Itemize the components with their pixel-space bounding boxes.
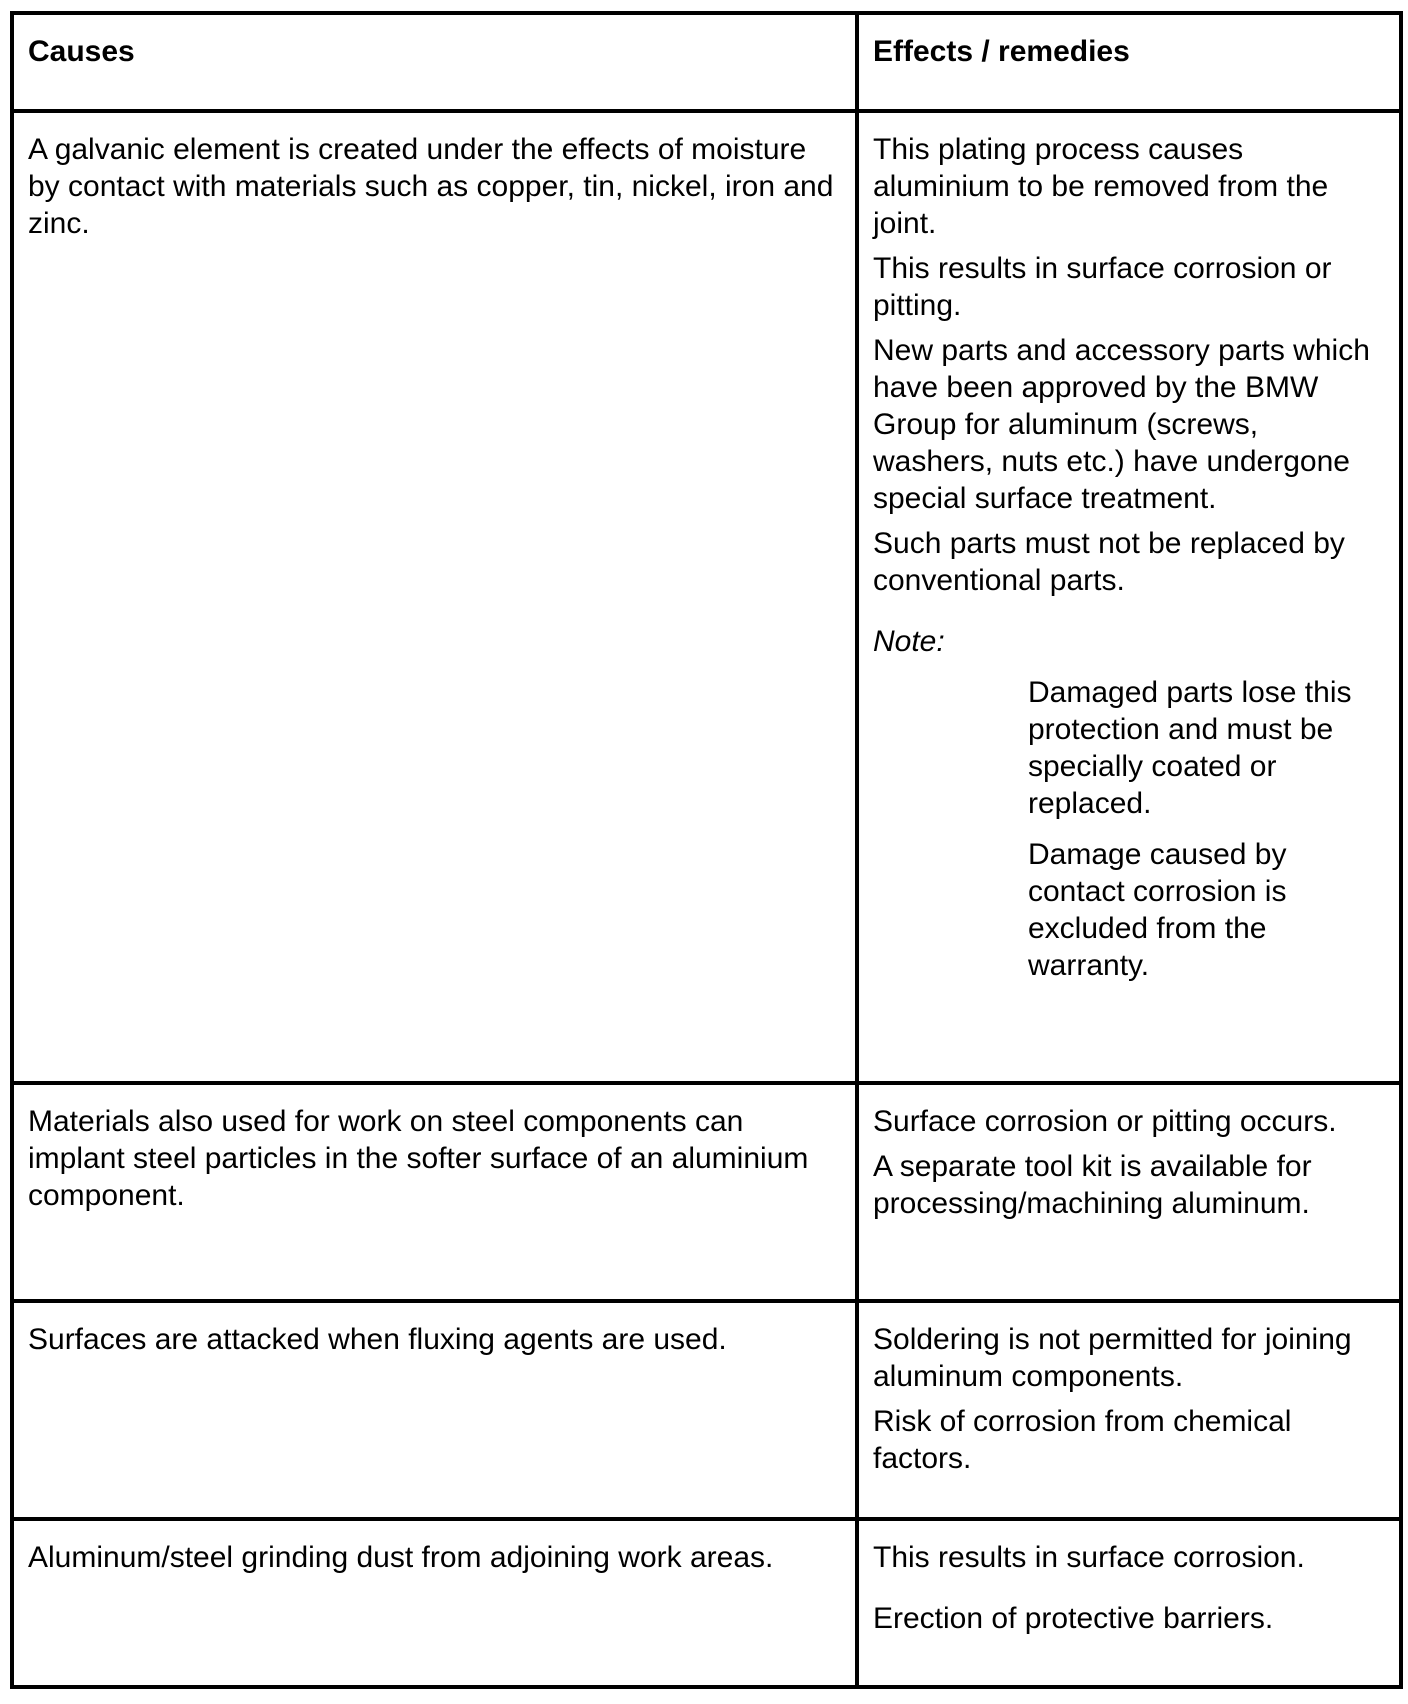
table-row: [12, 1083, 1401, 1301]
cause-cell: [12, 1519, 857, 1687]
causes-effects-table: [10, 11, 1403, 1689]
causes-header-cell: [12, 13, 857, 111]
effect-text: Risk of corrosion from chemical factors.: [873, 1405, 1292, 1475]
effect-text: This results in surface corrosion or pitting.: [873, 252, 1332, 322]
effect-text: Surface corrosion or pitting occurs.: [873, 1105, 1337, 1138]
cause-text: Surfaces are attacked when fluxing agents are used.: [28, 1323, 727, 1356]
effect-text: New parts and accessory parts which have been approved by the BMW Group for aluminum (screws, washers, nuts etc.) have undergone special surface treatment.: [873, 334, 1370, 515]
note-label: Note:: [873, 625, 945, 658]
table-row: [12, 1519, 1401, 1687]
cause-cell: [12, 111, 857, 1083]
effect-cell: [857, 111, 1401, 1083]
cause-cell: [12, 1301, 857, 1519]
cause-text: Materials also used for work on steel components can implant steel particles in the softer surface of an aluminium component.: [28, 1105, 809, 1212]
cause-text: A galvanic element is created under the effects of moisture by contact with materials such as copper, tin, nickel, iron and zinc.: [28, 133, 834, 240]
effect-cell: [857, 1301, 1401, 1519]
note-item: Damage caused by contact corrosion is excluded from the warranty.: [1028, 838, 1287, 982]
note-item: Damaged parts lose this protection and must be specially coated or replaced.: [1028, 676, 1352, 820]
header-row: [12, 13, 1401, 111]
effect-text: Soldering is not permitted for joining aluminum components.: [873, 1323, 1352, 1393]
causes-header: Causes: [28, 35, 135, 68]
cause-cell: [12, 1083, 857, 1301]
cause-text: Aluminum/steel grinding dust from adjoining work areas.: [28, 1541, 774, 1574]
note-body: [1028, 674, 1381, 984]
effect-text: A separate tool kit is available for processing/machining aluminum.: [873, 1150, 1312, 1220]
effect-text: Such parts must not be replaced by conventional parts.: [873, 527, 1345, 597]
table-row: [12, 111, 1401, 1083]
effect-text: Erection of protective barriers.: [873, 1602, 1274, 1635]
effect-text: This results in surface corrosion.: [873, 1541, 1305, 1574]
effects-header-cell: [857, 13, 1401, 111]
effect-cell: [857, 1519, 1401, 1687]
effects-header: Effects / remedies: [873, 35, 1130, 68]
effect-cell: [857, 1083, 1401, 1301]
effect-text: This plating process causes aluminium to be removed from the joint.: [873, 133, 1329, 240]
table-row: [12, 1301, 1401, 1519]
